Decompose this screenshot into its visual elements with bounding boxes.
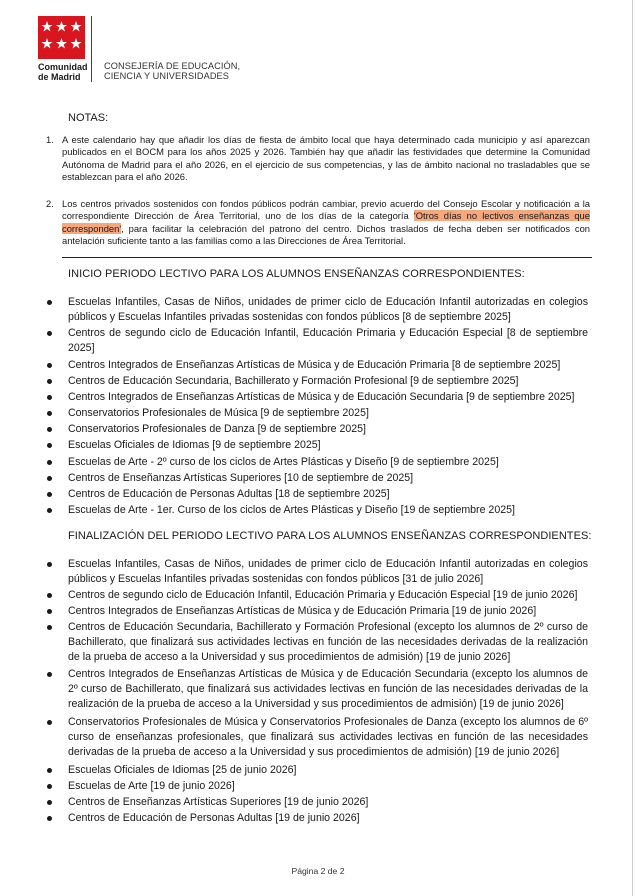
highlighted-category: 'Otros días no lectivos enseñanzas que corresponden' <box>62 210 590 234</box>
star-icon <box>56 21 67 32</box>
list-item-text: Centros Integrados de Enseñanzas Artísticas de Música y de Educación Primaria [19 de junio 2026] <box>68 605 537 617</box>
note-text <box>62 198 590 248</box>
bullet-icon <box>47 562 52 567</box>
header-divider <box>91 16 92 82</box>
document-header <box>38 16 598 82</box>
department-name <box>104 61 240 81</box>
star-icon <box>70 38 81 49</box>
list-item-text: Centros de segundo ciclo de Educación Infantil, Educación Primaria y Educación Especial [19 de junio 2026] <box>68 589 578 601</box>
list-item-text: Centros de Educación Secundaria, Bachillerato y Formación Profesional [9 de septiembre 2025] <box>68 375 519 387</box>
page-number: Página 2 de 2 <box>291 866 345 876</box>
logo-wordmark <box>38 62 88 82</box>
bullet-icon <box>47 476 52 481</box>
note-number: 2. <box>46 198 54 209</box>
bullet-icon <box>47 460 52 465</box>
bullet-icon <box>47 816 52 821</box>
bullet-icon <box>47 768 52 773</box>
department-line-2: CIENCIA Y UNIVERSIDADES <box>104 71 230 81</box>
list-item-text: Centros Integrados de Enseñanzas Artísticas de Música y de Educación Secundaria [9 de septiembre 2025] <box>68 391 575 403</box>
list-item-text: Escuelas de Arte [19 de junio 2026] <box>68 780 235 792</box>
list-item-text: Conservatorios Profesionales de Danza [9 de septiembre 2025] <box>68 423 366 435</box>
bullet-icon <box>47 395 52 400</box>
list-item-text: Centros Integrados de Enseñanzas Artísticas de Música y de Educación Primaria [8 de septiembre 2025] <box>68 359 561 371</box>
bullet-icon <box>47 625 52 630</box>
bullet-icon <box>47 427 52 432</box>
comunidad-madrid-logo <box>38 16 85 59</box>
bullet-icon <box>47 508 52 513</box>
notes-title: NOTAS: <box>68 112 109 124</box>
bullet-icon <box>47 331 52 336</box>
list-item-text: Conservatorios Profesionales de Música [9 de septiembre 2025] <box>68 407 369 419</box>
star-icon <box>70 21 81 32</box>
list-item-text: Centros de segundo ciclo de Educación Infantil, Educación Primaria y Educación Especial [8 de septiembre 2025] <box>68 327 588 355</box>
bullet-icon <box>47 379 52 384</box>
list-item-text: Escuelas Oficiales de Idiomas [25 de junio 2026] <box>68 764 297 776</box>
star-icon <box>56 38 67 49</box>
list-item-text: Escuelas Infantiles, Casas de Niños, unidades de primer ciclo de Educación Infantil autorizadas en colegios públicos y Escuelas Infantiles privadas sostenidas con fondos públicos [31 de julio 2026] <box>68 558 588 586</box>
list-item-text: Escuelas de Arte - 2º curso de los ciclos de Artes Plásticas y Diseño [9 de septiembre 2025] <box>68 456 499 468</box>
bullet-icon <box>47 609 52 614</box>
list-item-text: Escuelas Infantiles, Casas de Niños, unidades de primer ciclo de Educación Infantil autorizadas en colegios públicos y Escuelas Infantiles privadas sostenidas con fondos públicos [8 de septiembre 2025] <box>68 296 588 324</box>
bullet-icon <box>47 672 52 677</box>
inicio-section-title: INICIO PERIODO LECTIVO PARA LOS ALUMNOS ENSEÑANZAS CORRESPONDIENTES: <box>68 268 525 280</box>
section-divider <box>62 257 592 258</box>
list-item-text: Centros de Enseñanzas Artísticas Superiores [10 de septiembre de 2025] <box>68 472 414 484</box>
bullet-icon <box>47 300 52 305</box>
bullet-icon <box>47 784 52 789</box>
star-icon <box>41 21 52 32</box>
bullet-icon <box>47 492 52 497</box>
bullet-icon <box>47 593 52 598</box>
note-text-after: , para facilitar la celebración del patrono del centro. Dichos traslados de fecha deben ser notificados con antelación suficiente tanto a las familias como a las Direcciones de Área Territorial. <box>62 222 590 247</box>
star-icons <box>38 16 85 59</box>
bullet-icon <box>47 363 52 368</box>
list-item-text: Escuelas de Arte - 1er. Curso de los ciclos de Artes Plásticas y Diseño [19 de septiembre 2025] <box>68 504 515 516</box>
note-text-before: Los centros privados sostenidos con fondos públicos podrán cambiar, previo acuerdo del Consejo Escolar y notificación a la correspondiente Dirección de Área Territorial, uno de los días de la categoría <box>62 198 590 222</box>
department-line-1: CONSEJERÍA DE EDUCACIÓN, <box>104 61 241 71</box>
logo-line-1: Comunidad <box>38 62 88 72</box>
list-item-text: Centros de Educación Secundaria, Bachillerato y Formación Profesional (excepto los alumnos de 2º curso de Bachillerato, que finalizará sus actividades lectivas en función de las necesidades derivadas de la realización de la prueba de acceso a la Universidad y sus procedimientos de admisión) [19 de junio 2026] <box>68 621 588 664</box>
bullet-icon <box>47 443 52 448</box>
list-item-text: Conservatorios Profesionales de Música y Conservatorios Profesionales de Danza (excepto los alumnos de 6º curso de enseñanzas profesionales, que finalizará sus actividades lectivas en función de las necesidades derivadas de la prueba de acceso a la Universidad y sus procedimientos de admisión) [19 de junio 2026] <box>68 716 588 759</box>
fin-section-title: FINALIZACIÓN DEL PERIODO LECTIVO PARA LOS ALUMNOS ENSEÑANZAS CORRESPONDIENTES: <box>68 530 592 542</box>
logo-line-2: de Madrid <box>38 72 81 82</box>
list-item-text: Centros de Educación de Personas Adultas [19 de junio 2026] <box>68 812 360 824</box>
star-icon <box>41 38 52 49</box>
bullet-icon <box>47 800 52 805</box>
list-item-text: Centros de Educación de Personas Adultas [18 de septiembre 2025] <box>68 488 390 500</box>
bullet-icon <box>47 411 52 416</box>
list-item-text: Centros de Enseñanzas Artísticas Superiores [19 de junio 2026] <box>68 796 369 808</box>
list-item-text: Centros Integrados de Enseñanzas Artísticas de Música y de Educación Secundaria (excepto los alumnos de 2º curso de Bachillerato, que finalizará sus actividades lectivas en función de las necesidades derivadas de la realización de la prueba de acceso a la Universidad y sus procedimientos de admisión) [19 de junio 2026] <box>68 668 588 711</box>
list-item-text: Escuelas Oficiales de Idiomas [9 de septiembre 2025] <box>68 439 321 451</box>
note-text: A este calendario hay que añadir los días de fiesta de ámbito local que haya determinado cada municipio y así aparezcan publicados en el BOCM para los años 2025 y 2026. También hay que añadir las festividades que determine la Comunidad Autónoma de Madrid para el año 2026, en el ejercicio de sus competencias, y las de ámbito nacional no trasladables que se establezcan para el año 2026. <box>62 134 590 183</box>
note-number: 1. <box>46 134 54 145</box>
bullet-icon <box>47 720 52 725</box>
